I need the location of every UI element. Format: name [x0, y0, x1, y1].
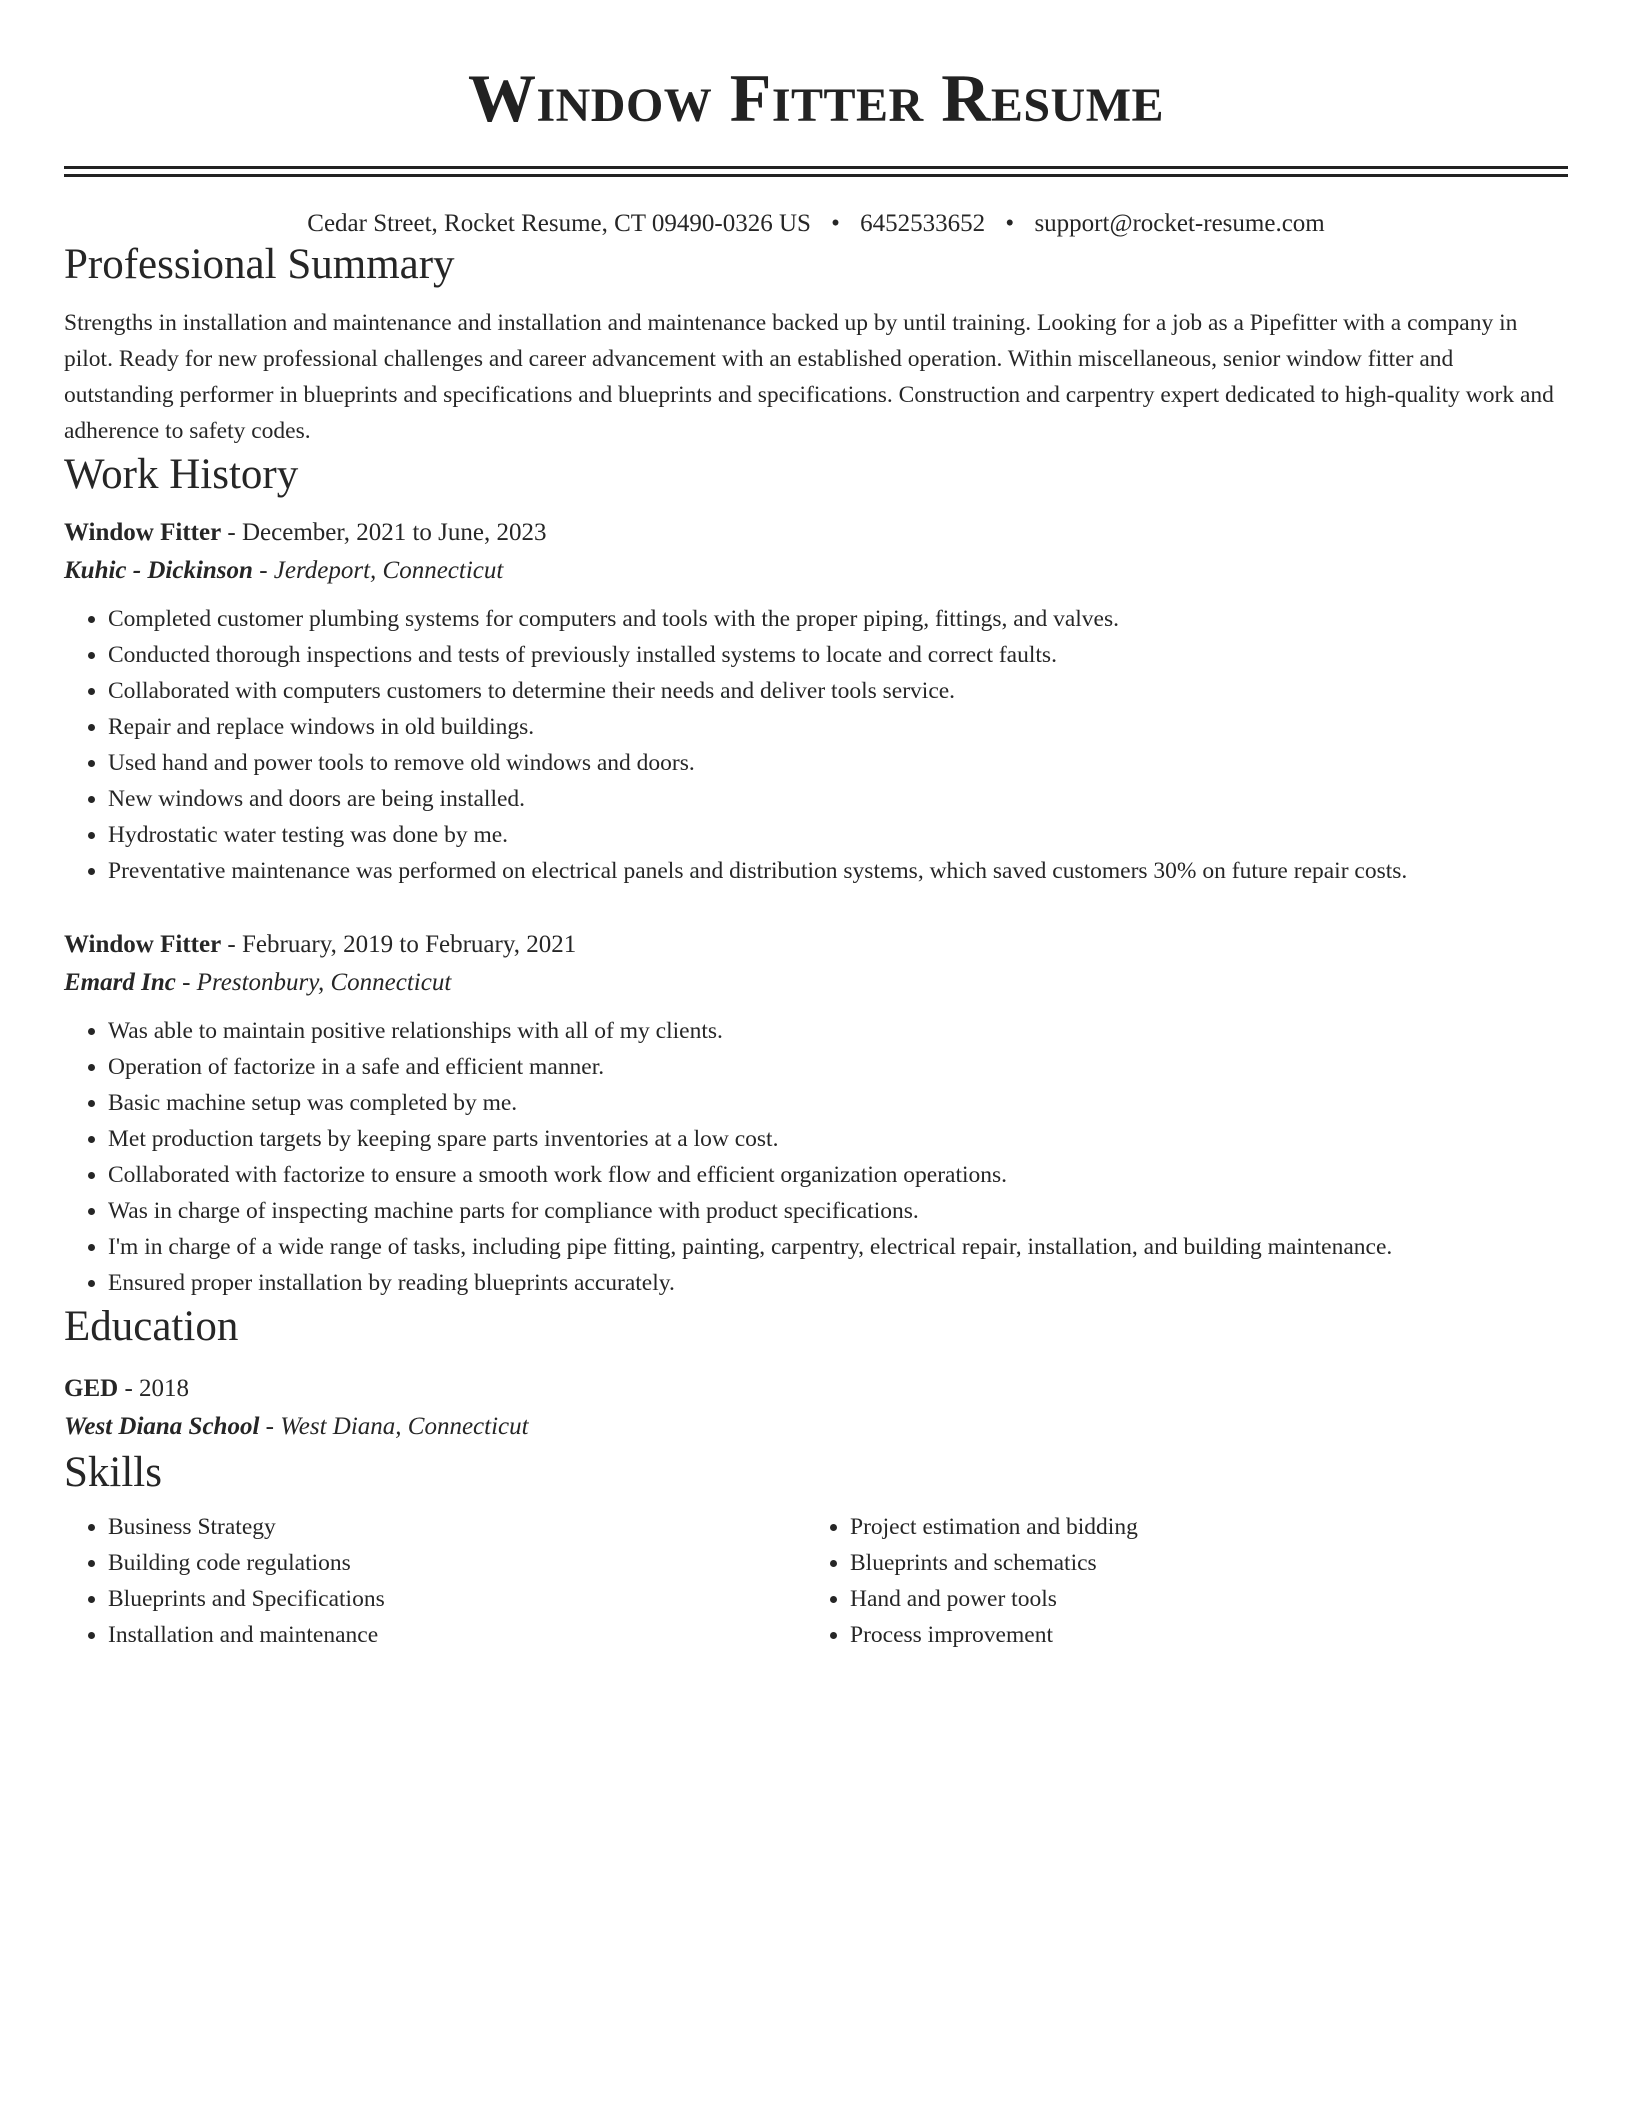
job-employer-line [64, 551, 1568, 591]
contact-separator: • [1005, 210, 1015, 237]
job-dates: February, 2019 to February, 2021 [242, 931, 577, 958]
job-title-line [64, 515, 1568, 551]
skills-column-right [806, 1509, 1548, 1653]
skill-item: • Hand and power tools [850, 1581, 1548, 1617]
list-item: • I'm in charge of a wide range of tasks, including pipe fitting, painting, carpentry, electrical repair, installation, and building maintenance. [108, 1229, 1568, 1265]
skill-item: • Installation and maintenance [108, 1617, 806, 1653]
job-dash: - [221, 931, 242, 958]
list-item: • Met production targets by keeping spare parts inventories at a low cost. [108, 1121, 1568, 1157]
page-title: Window Fitter Resume [467, 60, 1165, 136]
list-item: • Was able to maintain positive relationships with all of my clients. [108, 1013, 1568, 1049]
education-dash: - [259, 1413, 281, 1440]
job-employer-line [64, 963, 1568, 1003]
list-item: • Preventative maintenance was performed on electrical panels and distribution systems, which saved customers 30% on future repair costs. [108, 853, 1568, 889]
skill-item: • Blueprints and Specifications [108, 1581, 806, 1617]
job-employer: Emard Inc [64, 969, 176, 996]
education-school: West Diana School [64, 1413, 260, 1440]
list-item: • Collaborated with computers customers to determine their needs and deliver tools service. [108, 673, 1568, 709]
list-item: • Hydrostatic water testing was done by me. [108, 817, 1568, 853]
skills-grid [64, 1509, 1568, 1653]
contact-line [64, 209, 1568, 239]
work-history-heading: Work History [64, 451, 299, 498]
contact-phone: 6452533652 [860, 210, 986, 237]
job-dash: - [175, 969, 197, 996]
skills-column-left [64, 1509, 806, 1653]
job-dates: December, 2021 to June, 2023 [242, 519, 547, 546]
job-location: Prestonbury, Connecticut [196, 969, 452, 996]
contact-email: support@rocket-resume.com [1034, 210, 1325, 237]
education-dash: - [118, 1375, 140, 1402]
education-degree: GED [64, 1375, 119, 1402]
summary-heading: Professional Summary [64, 241, 455, 288]
list-item: • Repair and replace windows in old buildings. [108, 709, 1568, 745]
education-entry [64, 1371, 1568, 1447]
skills-list [806, 1509, 1548, 1653]
job-duties-list [64, 601, 1568, 889]
list-item: • New windows and doors are being installed. [108, 781, 1568, 817]
skill-item: • Building code regulations [108, 1545, 806, 1581]
title-divider-top [64, 166, 1568, 169]
education-degree-line [64, 1371, 1568, 1407]
education-year: 2018 [139, 1375, 190, 1402]
summary-text: Strengths in installation and maintenance and installation and maintenance backed up by until training. Looking for a job as a Pipefitter with a company in pilot. Ready for new professional challenges and career advancement with an established operation. Within miscellaneous, senior window fitter and outstanding performer in blueprints and specifications and blueprints and specifications. Construction and carpentry expert dedicated to high-quality work and adherence to safety codes. [64, 310, 1554, 444]
list-item: • Completed customer plumbing systems for computers and tools with the proper piping, fittings, and valves. [108, 601, 1568, 637]
list-item: • Ensured proper installation by reading blueprints accurately. [108, 1265, 1568, 1301]
job-role: Window Fitter [64, 519, 222, 546]
skills-list [64, 1509, 806, 1653]
job-dash: - [221, 519, 242, 546]
skill-item: • Business Strategy [108, 1509, 806, 1545]
skill-item: • Project estimation and bidding [850, 1509, 1548, 1545]
contact-address: Cedar Street, Rocket Resume, CT 09490-0326 US [307, 210, 811, 237]
list-item: • Was in charge of inspecting machine parts for compliance with product specifications. [108, 1193, 1568, 1229]
job-entry [64, 927, 1568, 1301]
skill-item: • Blueprints and schematics [850, 1545, 1548, 1581]
list-item: • Collaborated with factorize to ensure a smooth work flow and efficient organization operations. [108, 1157, 1568, 1193]
job-location: Jerdeport, Connecticut [273, 557, 504, 584]
job-role: Window Fitter [64, 931, 222, 958]
list-item: • Used hand and power tools to remove old windows and doors. [108, 745, 1568, 781]
education-location: West Diana, Connecticut [280, 1413, 529, 1440]
job-entry [64, 515, 1568, 889]
job-duties-list [64, 1013, 1568, 1301]
skills-heading: Skills [64, 1449, 162, 1496]
list-item: • Basic machine setup was completed by me. [108, 1085, 1568, 1121]
job-dash: - [252, 557, 274, 584]
education-school-line [64, 1407, 1568, 1447]
job-employer: Kuhic - Dickinson [64, 557, 253, 584]
list-item: • Operation of factorize in a safe and efficient manner. [108, 1049, 1568, 1085]
list-item: • Conducted thorough inspections and tests of previously installed systems to locate and correct faults. [108, 637, 1568, 673]
job-title-line [64, 927, 1568, 963]
contact-separator: • [831, 210, 840, 237]
education-heading: Education [64, 1303, 239, 1350]
skill-item: • Process improvement [850, 1617, 1548, 1653]
title-divider-bottom [64, 174, 1568, 177]
